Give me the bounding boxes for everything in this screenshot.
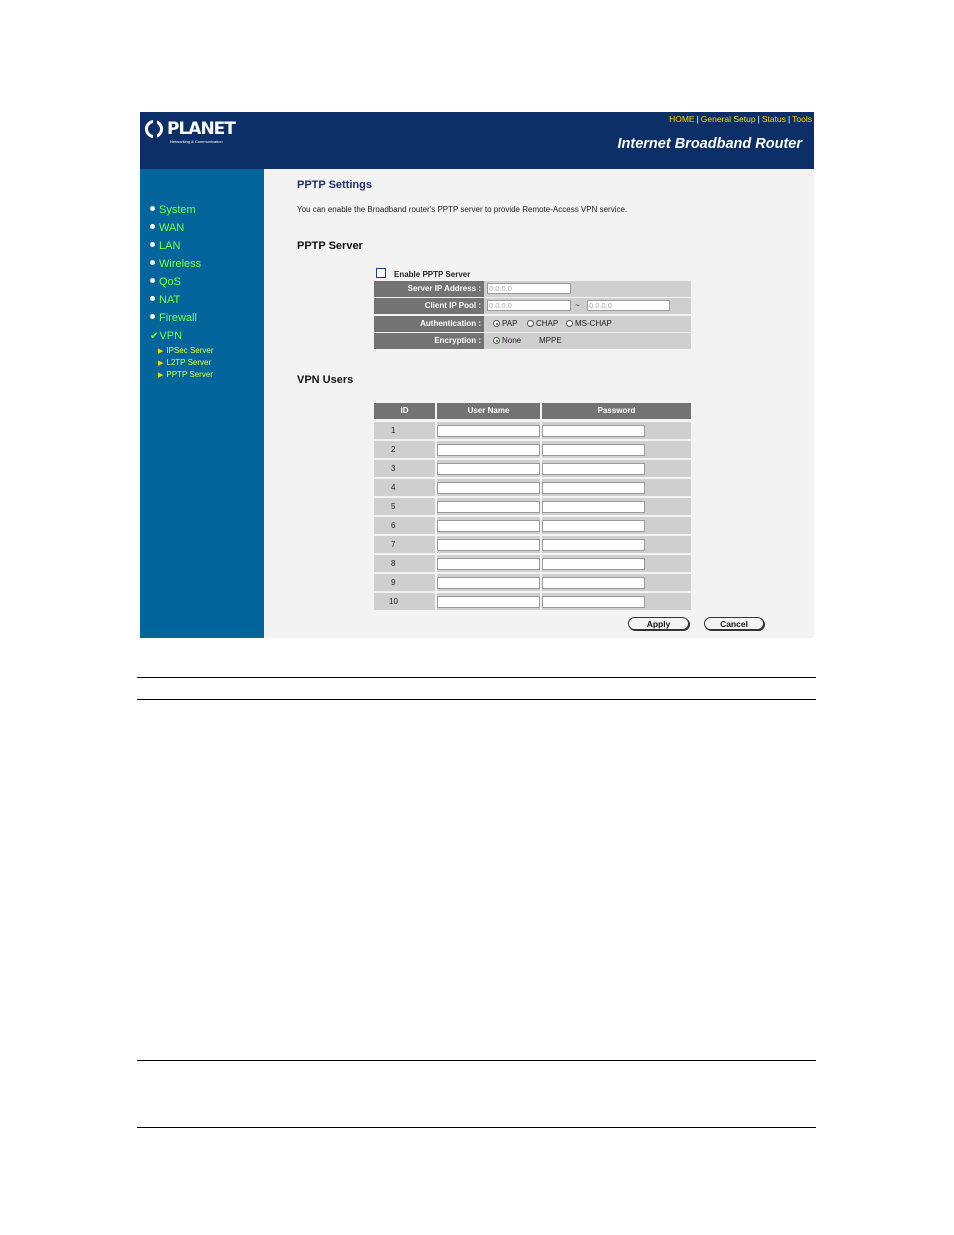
user-id: 7 (374, 536, 435, 553)
page-description: You can enable the Broadband router's PPTP server to provide Remote-Access VPN service. (297, 205, 628, 214)
table-row (374, 555, 691, 572)
page-title: PPTP Settings (297, 179, 372, 191)
password-input[interactable] (542, 558, 645, 570)
user-id: 6 (374, 517, 435, 534)
password-input[interactable] (542, 596, 645, 608)
table-row (374, 441, 691, 458)
user-name-input[interactable] (437, 425, 540, 437)
sidebar-item-wan[interactable] (150, 221, 184, 235)
divider-line (137, 1060, 816, 1061)
password-input[interactable] (542, 520, 645, 532)
radio-selected-icon (493, 337, 500, 344)
sidebar-item-vpn[interactable] (150, 329, 182, 344)
encryption-row (374, 333, 691, 349)
link-status[interactable]: Status (761, 114, 786, 124)
cancel-button[interactable]: Cancel (704, 617, 764, 630)
user-id: 8 (374, 555, 435, 572)
sidebar-subitem-label: IPSec Server (166, 346, 214, 355)
main-content (264, 169, 814, 638)
sidebar (140, 169, 264, 638)
link-tools[interactable]: Tools (792, 114, 812, 124)
table-row (374, 593, 691, 610)
column-header-id: ID (374, 403, 435, 419)
encryption-label: Encryption : (374, 333, 484, 349)
sidebar-item-nat[interactable] (150, 293, 180, 307)
enable-pptp-checkbox[interactable] (376, 268, 386, 278)
server-ip-label: Server IP Address : (374, 281, 484, 297)
sidebar-item-firewall[interactable] (150, 311, 197, 325)
auth-option-chap[interactable] (527, 316, 558, 332)
table-row (374, 498, 691, 515)
sidebar-subitem-pptp-server[interactable] (158, 370, 213, 381)
sidebar-subitem-label: PPTP Server (166, 370, 213, 379)
column-header-user-name: User Name (437, 403, 540, 419)
client-ip-pool-end-input[interactable]: 0.0.0.0 (587, 300, 670, 311)
table-row (374, 536, 691, 553)
arrow-right-icon: ▶ (158, 372, 164, 379)
client-ip-pool-row (374, 298, 691, 314)
sidebar-item-qos[interactable] (150, 275, 181, 289)
sidebar-item-label: Wireless (159, 258, 202, 270)
server-ip-row (374, 281, 691, 297)
user-name-input[interactable] (437, 482, 540, 494)
bullet-icon (150, 260, 155, 265)
bullet-icon (150, 278, 155, 283)
link-separator: | (696, 114, 699, 124)
table-row (374, 460, 691, 477)
password-input[interactable] (542, 539, 645, 551)
auth-option-ms-chap[interactable] (566, 316, 612, 332)
table-row (374, 574, 691, 591)
user-id: 4 (374, 479, 435, 496)
link-separator: | (757, 114, 760, 124)
auth-option-label: MS-CHAP (575, 319, 612, 328)
encryption-option-label: None (502, 336, 522, 345)
client-ip-pool-start-input[interactable]: 0.0.0.0 (487, 300, 571, 311)
user-name-input[interactable] (437, 596, 540, 608)
auth-option-label: PAP (502, 319, 518, 328)
link-separator: | (787, 114, 791, 124)
auth-option-label: CHAP (536, 319, 559, 328)
user-id: 10 (374, 593, 435, 610)
password-input[interactable] (542, 577, 645, 589)
sidebar-item-label: QoS (159, 276, 182, 288)
logo-tagline: Networking & Communication (170, 139, 223, 144)
encryption-option-mppe: MPPE (539, 336, 562, 345)
user-id: 3 (374, 460, 435, 477)
top-nav-links (669, 114, 812, 124)
authentication-label: Authentication : (374, 316, 484, 332)
bullet-icon (150, 206, 155, 211)
link-general-setup[interactable]: General Setup (700, 114, 756, 124)
password-input[interactable] (542, 501, 645, 513)
user-id: 1 (374, 422, 435, 439)
user-id: 9 (374, 574, 435, 591)
user-id: 2 (374, 441, 435, 458)
sidebar-subitem-label: L2TP Server (166, 358, 212, 367)
planet-logo-icon (145, 120, 163, 138)
apply-button[interactable]: Apply (628, 617, 689, 630)
section-title-pptp-server: PPTP Server (297, 240, 363, 252)
client-ip-pool-label: Client IP Pool : (374, 298, 484, 314)
enable-pptp-row (376, 268, 470, 279)
password-input[interactable] (542, 463, 645, 475)
sidebar-item-wireless[interactable] (150, 257, 201, 271)
enable-pptp-label: Enable PPTP Server (394, 270, 471, 279)
divider-line (137, 677, 816, 678)
section-title-vpn-users: VPN Users (297, 374, 354, 386)
bullet-icon (150, 314, 155, 319)
sidebar-item-label: WAN (159, 222, 185, 234)
encryption-option-none[interactable] (493, 333, 521, 349)
server-ip-input[interactable]: 0.0.0.0 (487, 283, 571, 294)
sidebar-item-label: NAT (159, 294, 181, 306)
user-id: 5 (374, 498, 435, 515)
sidebar-item-system[interactable] (150, 203, 196, 217)
column-header-password: Password (542, 403, 691, 419)
user-name-input[interactable] (437, 463, 540, 475)
user-name-input[interactable] (437, 577, 540, 589)
sidebar-item-label: LAN (159, 240, 181, 252)
bullet-icon (150, 224, 155, 229)
logo-text: PLANET (167, 119, 235, 139)
table-row (374, 422, 691, 439)
router-web-ui-screenshot (140, 112, 814, 638)
header-bar (140, 112, 814, 169)
divider-line (137, 1127, 816, 1128)
password-input[interactable] (542, 425, 645, 437)
user-name-input[interactable] (437, 501, 540, 513)
user-name-input[interactable] (437, 558, 540, 570)
password-input[interactable] (542, 444, 645, 456)
sidebar-item-label: System (159, 204, 196, 216)
arrow-right-icon: ▶ (158, 360, 164, 367)
link-home[interactable]: HOME (669, 114, 695, 124)
arrow-right-icon: ▶ (158, 348, 164, 355)
table-row (374, 517, 691, 534)
radio-icon (527, 320, 534, 327)
auth-option-pap[interactable] (493, 316, 517, 332)
sidebar-item-label: VPN (159, 330, 183, 342)
authentication-row (374, 316, 691, 332)
sidebar-subitem-ipsec-server[interactable] (158, 346, 214, 357)
table-row (374, 479, 691, 496)
sidebar-item-lan[interactable] (150, 239, 180, 253)
radio-icon (566, 320, 573, 327)
user-name-input[interactable] (437, 539, 540, 551)
user-name-input[interactable] (437, 444, 540, 456)
user-name-input[interactable] (437, 520, 540, 532)
radio-selected-icon (493, 320, 500, 327)
client-ip-pool-separator: ~ (575, 301, 580, 310)
bullet-icon (150, 242, 155, 247)
sidebar-item-label: Firewall (159, 312, 197, 324)
checkmark-icon: ✔ (150, 331, 159, 342)
divider-line (137, 699, 816, 700)
bullet-icon (150, 296, 155, 301)
product-name: Internet Broadband Router (617, 136, 802, 152)
sidebar-subitem-l2tp-server[interactable] (158, 358, 211, 369)
password-input[interactable] (542, 482, 645, 494)
